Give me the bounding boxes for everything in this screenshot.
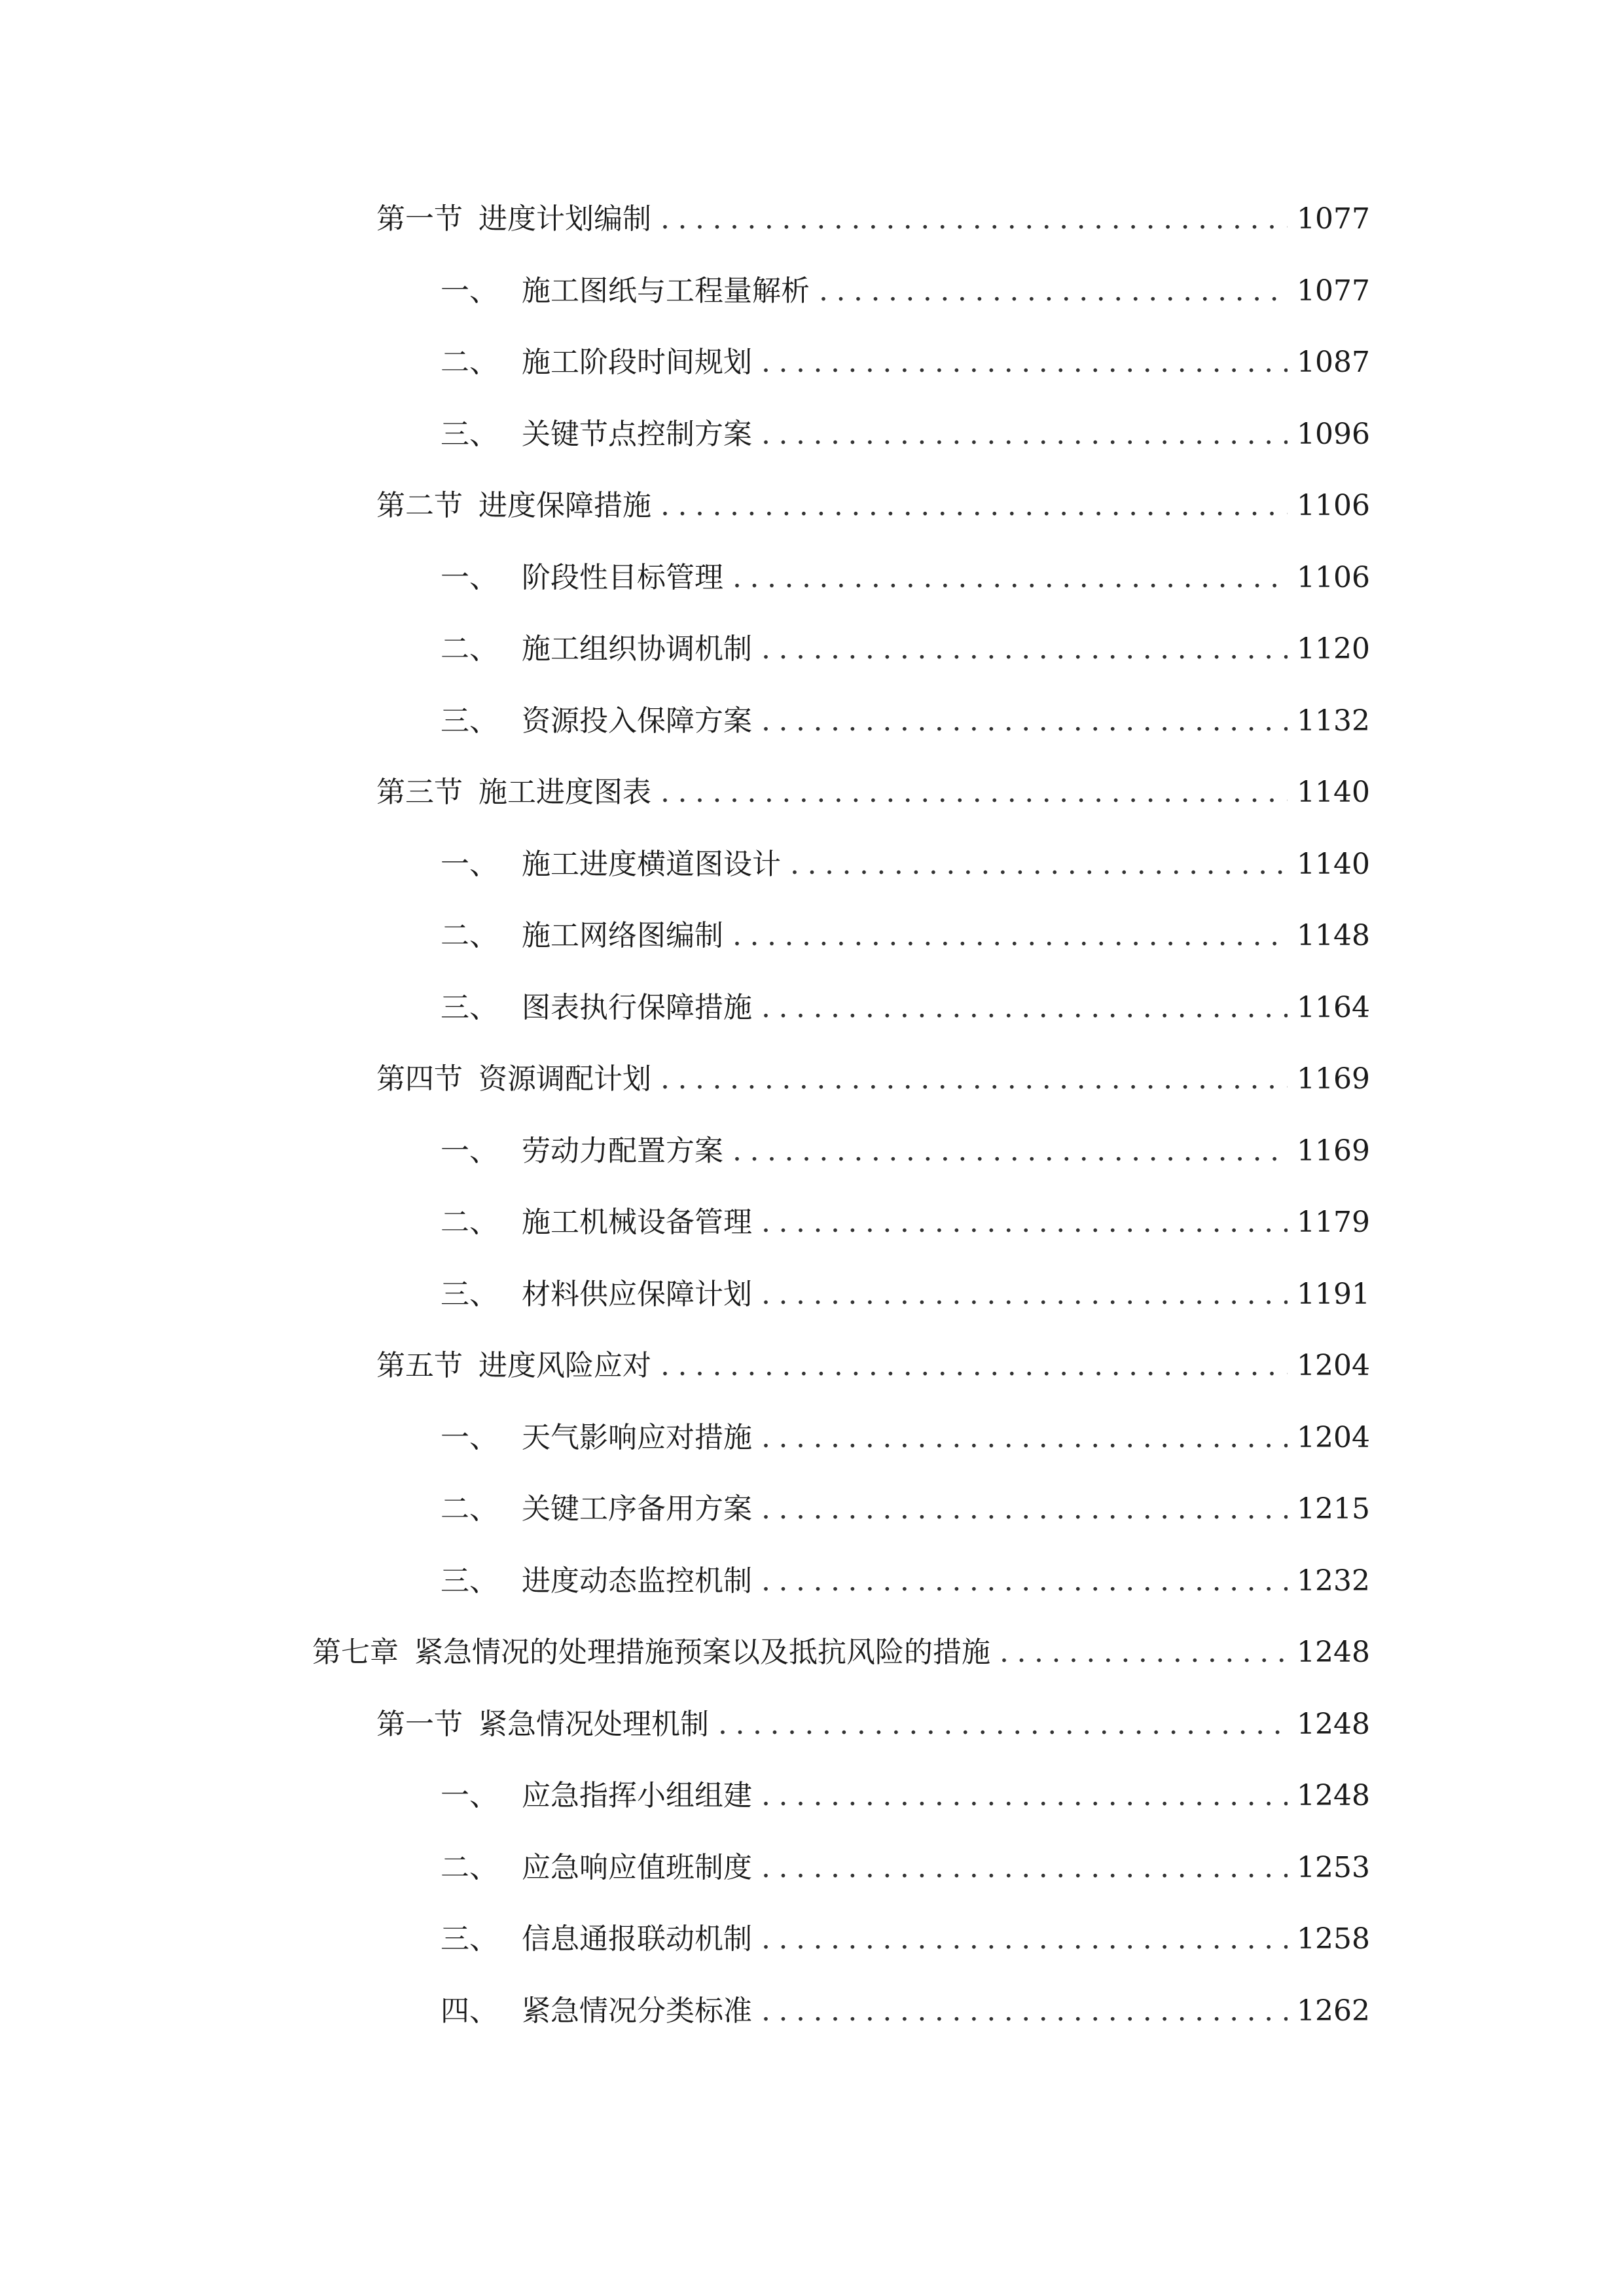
toc-entry-title: 信息通报联动机制 (522, 1922, 752, 1956)
toc-entry-number: 三、 (441, 704, 498, 738)
toc-entry[interactable] (441, 268, 1370, 314)
toc-entry[interactable] (441, 1486, 1370, 1532)
toc-entry-number: 一、 (441, 274, 498, 308)
toc-entry-title: 施工图纸与工程量解析 (522, 274, 810, 308)
dot-leader (660, 483, 1288, 529)
toc-entry-page-number: 1106 (1297, 561, 1370, 594)
toc-entry-page-number: 1169 (1297, 1134, 1370, 1168)
toc-entry-title: 施工机械设备管理 (522, 1206, 752, 1239)
toc-entry[interactable] (376, 196, 1370, 242)
toc-entry[interactable] (312, 1630, 1370, 1676)
toc-entry-page-number: 1164 (1297, 991, 1370, 1024)
toc-entry-number: 第七章 (312, 1636, 399, 1669)
toc-entry-title: 天气影响应对措施 (522, 1421, 752, 1454)
toc-entry-number: 二、 (441, 1206, 498, 1239)
dot-leader (761, 1415, 1288, 1461)
toc-entry-number: 第二节 (376, 489, 463, 522)
toc-entry-page-number: 1248 (1297, 1779, 1370, 1812)
toc-entry[interactable] (441, 626, 1370, 672)
toc-entry-number: 三、 (441, 1278, 498, 1311)
toc-entry-page-number: 1077 (1297, 202, 1370, 236)
toc-entry-number: 一、 (441, 1134, 498, 1168)
dot-leader (819, 268, 1288, 314)
toc-entry-page-number: 1248 (1297, 1636, 1370, 1669)
toc-entry-title: 进度保障措施 (478, 489, 651, 522)
toc-entry-title: 应急指挥小组组建 (522, 1779, 752, 1812)
dot-leader (761, 698, 1288, 744)
dot-leader (660, 1056, 1288, 1102)
toc-entry-title: 关键工序备用方案 (522, 1492, 752, 1526)
toc-entry[interactable] (376, 1343, 1370, 1389)
toc-entry-page-number: 1253 (1297, 1851, 1370, 1884)
toc-entry-page-number: 1132 (1297, 704, 1370, 738)
toc-entry[interactable] (441, 1272, 1370, 1318)
dot-leader (732, 913, 1288, 959)
toc-entry-number: 二、 (441, 1492, 498, 1526)
toc-entry-title: 应急响应值班制度 (522, 1851, 752, 1884)
dot-leader (660, 196, 1288, 242)
toc-entry-page-number: 1258 (1297, 1922, 1370, 1956)
toc-entry-page-number: 1262 (1297, 1994, 1370, 2028)
toc-entry-number: 一、 (441, 1779, 498, 1812)
toc-entry-page-number: 1204 (1297, 1421, 1370, 1454)
toc-entry[interactable] (441, 1200, 1370, 1246)
toc-entry-page-number: 1096 (1297, 418, 1370, 451)
toc-entry[interactable] (441, 1773, 1370, 1819)
toc-entry-page-number: 1140 (1297, 776, 1370, 809)
toc-entry-number: 第五节 (376, 1349, 463, 1382)
toc-entry-page-number: 1140 (1297, 848, 1370, 881)
toc-entry-title: 进度风险应对 (478, 1349, 651, 1382)
toc-entry-number: 第一节 (376, 1708, 463, 1741)
toc-entry-title: 施工阶段时间规划 (522, 346, 752, 379)
toc-entry[interactable] (441, 555, 1370, 601)
toc-entry-number: 二、 (441, 632, 498, 666)
toc-entry-page-number: 1087 (1297, 346, 1370, 379)
dot-leader (761, 1916, 1288, 1962)
toc-entry[interactable] (441, 1558, 1370, 1604)
toc-entry[interactable] (441, 842, 1370, 888)
toc-entry-title: 紧急情况处理机制 (478, 1708, 709, 1741)
toc-entry-page-number: 1179 (1297, 1206, 1370, 1239)
dot-leader (761, 1773, 1288, 1819)
toc-entry-title: 施工组织协调机制 (522, 632, 752, 666)
toc-entry-page-number: 1204 (1297, 1349, 1370, 1382)
toc-entry-page-number: 1120 (1297, 632, 1370, 666)
dot-leader (660, 1343, 1288, 1389)
dot-leader (732, 555, 1288, 601)
toc-entry[interactable] (441, 412, 1370, 457)
toc-entry-page-number: 1232 (1297, 1564, 1370, 1598)
dot-leader (761, 1558, 1288, 1604)
toc-entry[interactable] (376, 770, 1370, 816)
toc-entry-title: 进度计划编制 (478, 202, 651, 236)
toc-entry-number: 三、 (441, 1564, 498, 1598)
toc-entry-title: 进度动态监控机制 (522, 1564, 752, 1598)
toc-entry-page-number: 1148 (1297, 919, 1370, 952)
toc-entry[interactable] (441, 1916, 1370, 1962)
toc-entry[interactable] (376, 1056, 1370, 1102)
toc-entry-title: 施工进度图表 (478, 776, 651, 809)
toc-entry-page-number: 1077 (1297, 274, 1370, 308)
toc-entry-number: 二、 (441, 919, 498, 952)
toc-entry[interactable] (441, 1845, 1370, 1891)
toc-entry[interactable] (441, 698, 1370, 744)
dot-leader (761, 1988, 1288, 2034)
toc-entry[interactable] (441, 340, 1370, 386)
toc-entry-number: 三、 (441, 991, 498, 1024)
toc-entry-title: 施工网络图编制 (522, 919, 723, 952)
dot-leader (761, 340, 1288, 386)
toc-entry-number: 二、 (441, 1851, 498, 1884)
toc-entry-page-number: 1169 (1297, 1062, 1370, 1096)
toc-entry-page-number: 1191 (1297, 1278, 1370, 1311)
toc-entry-title: 图表执行保障措施 (522, 991, 752, 1024)
toc-entry-title: 施工进度横道图设计 (522, 848, 781, 881)
toc-entry-number: 一、 (441, 561, 498, 594)
toc-entry-number: 一、 (441, 1421, 498, 1454)
toc-entry-title: 紧急情况分类标准 (522, 1994, 752, 2028)
toc-entry-title: 材料供应保障计划 (522, 1278, 752, 1311)
dot-leader (761, 412, 1288, 457)
toc-entry[interactable] (441, 1988, 1370, 2034)
dot-leader (761, 1272, 1288, 1318)
toc-entry-number: 四、 (441, 1994, 498, 2028)
toc-entry-number: 第一节 (376, 202, 463, 236)
dot-leader (761, 1200, 1288, 1246)
toc-entry[interactable] (441, 913, 1370, 959)
toc-entry[interactable] (441, 1415, 1370, 1461)
toc-entry-title: 阶段性目标管理 (522, 561, 723, 594)
dot-leader (761, 985, 1288, 1031)
toc-entry-title: 资源调配计划 (478, 1062, 651, 1096)
toc-entry-number: 第三节 (376, 776, 463, 809)
dot-leader (761, 1486, 1288, 1532)
toc-entry-page-number: 1248 (1297, 1708, 1370, 1741)
toc-entry-number: 三、 (441, 1922, 498, 1956)
dot-leader (718, 1702, 1288, 1748)
toc-entry[interactable] (376, 483, 1370, 529)
toc-entry[interactable] (376, 1702, 1370, 1748)
toc-entry-title: 紧急情况的处理措施预案以及抵抗风险的措施 (414, 1636, 990, 1669)
dot-leader (732, 1128, 1288, 1174)
toc-entry-number: 三、 (441, 418, 498, 451)
toc-entry-number: 一、 (441, 848, 498, 881)
toc-entry-page-number: 1106 (1297, 489, 1370, 522)
toc-entry-title: 资源投入保障方案 (522, 704, 752, 738)
toc-entry-title: 劳动力配置方案 (522, 1134, 723, 1168)
toc-entry-number: 二、 (441, 346, 498, 379)
toc-entry[interactable] (441, 985, 1370, 1031)
dot-leader (1000, 1630, 1288, 1676)
toc-entry-page-number: 1215 (1297, 1492, 1370, 1526)
toc-entry-number: 第四节 (376, 1062, 463, 1096)
dot-leader (761, 1845, 1288, 1891)
dot-leader (790, 842, 1288, 888)
dot-leader (660, 770, 1288, 816)
toc-entry[interactable] (441, 1128, 1370, 1174)
toc-entry-title: 关键节点控制方案 (522, 418, 752, 451)
dot-leader (761, 626, 1288, 672)
